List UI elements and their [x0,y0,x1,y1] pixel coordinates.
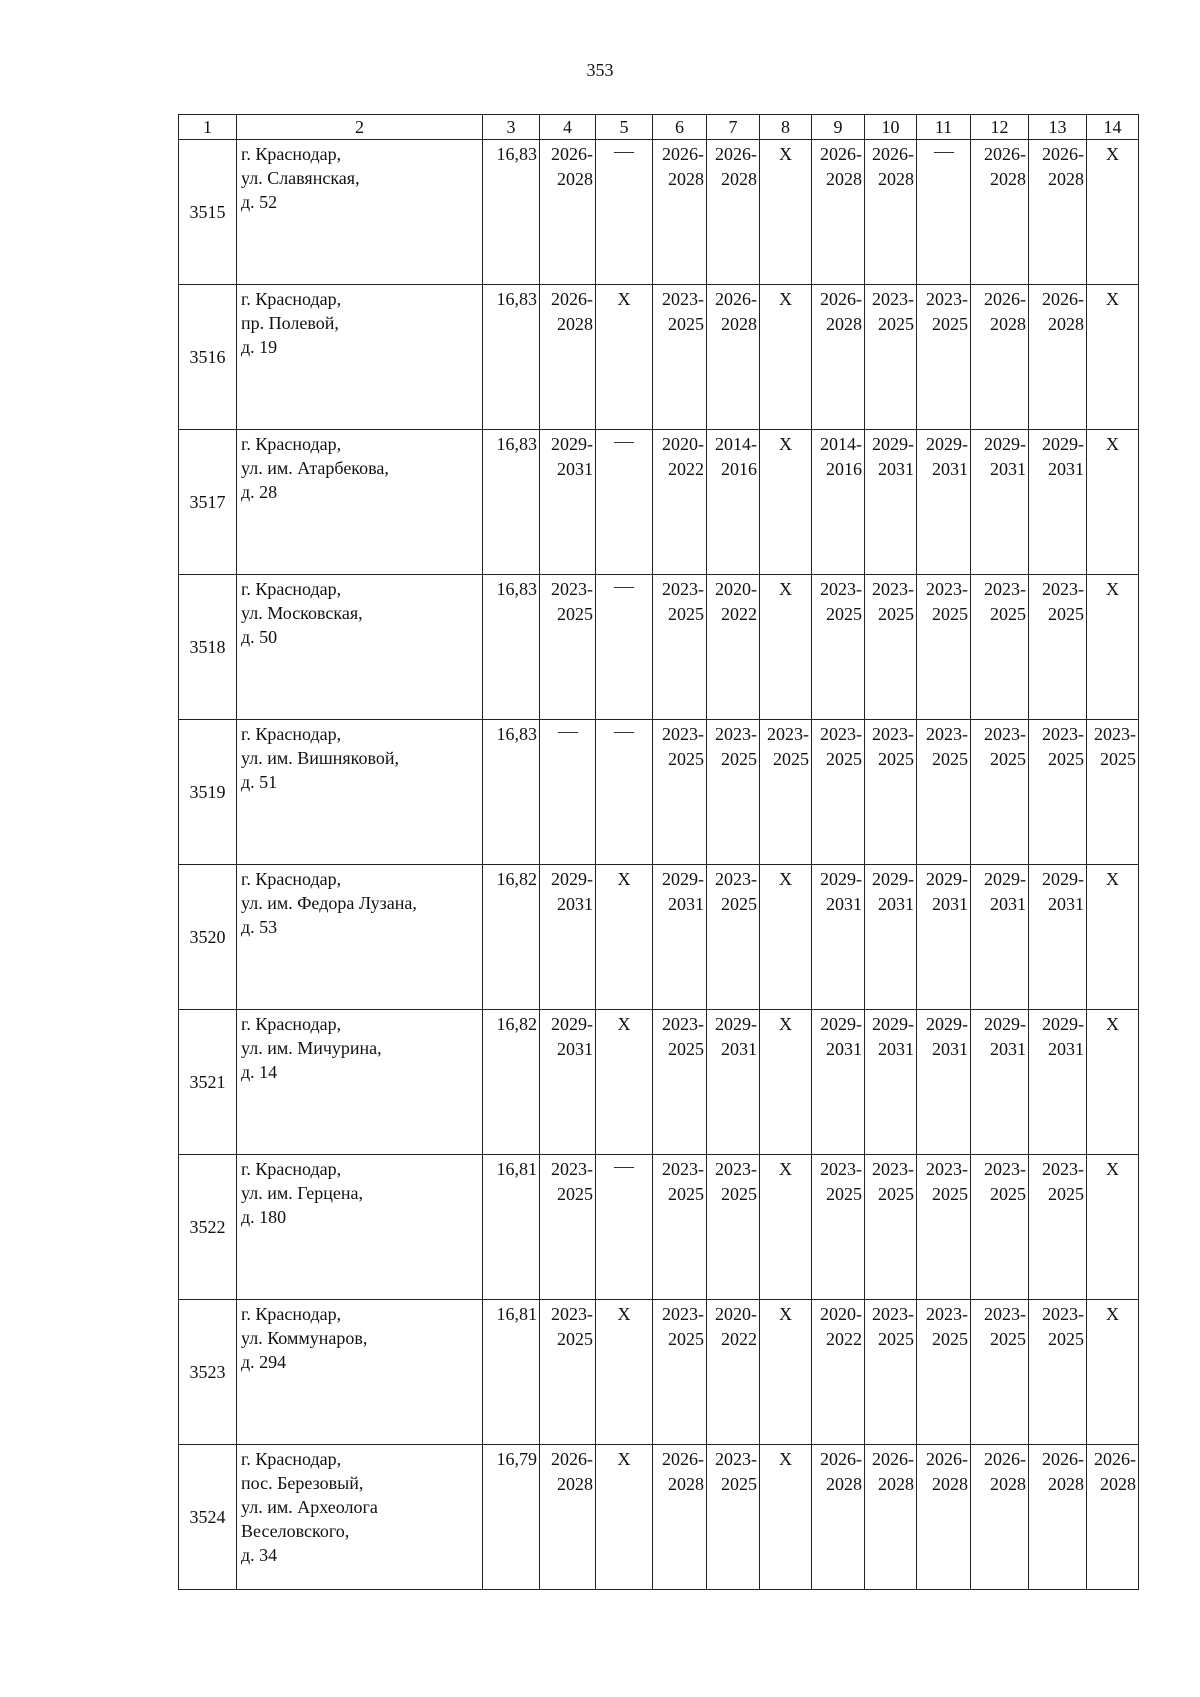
dash-mark [934,152,954,153]
value-cell: 2023- 2025 [653,1155,707,1300]
row-number: 3515 [179,140,237,285]
value-cell: 2026- 2028 [540,1445,596,1590]
value-cell: 2023- 2025 [971,720,1029,865]
column-header: 5 [596,115,653,140]
address-cell [237,1300,483,1445]
value-cell: 2023- 2025 [865,720,917,865]
value-cell: 2023- 2025 [917,1155,971,1300]
value-cell: 2026- 2028 [812,1445,865,1590]
address-line: Веселовского, [241,1521,350,1541]
address-line: г. Краснодар, [241,1159,342,1179]
value-cell: 16,83 [483,140,540,285]
x-mark-cell: Х [760,1300,812,1445]
page-number: 353 [586,60,614,80]
x-mark-cell: Х [1087,575,1139,720]
x-mark-cell: Х [596,865,653,1010]
address-cell [237,140,483,285]
address-line: д. 53 [241,917,278,937]
address-line: д. 51 [241,772,278,792]
address-line: г. Краснодар, [241,724,342,744]
column-header: 8 [760,115,812,140]
value-cell: 2029- 2031 [540,865,596,1010]
value-cell: 2029- 2031 [971,430,1029,575]
value-cell: 2020- 2022 [707,575,760,720]
value-cell: 2026- 2028 [1087,1445,1139,1590]
dash-mark [614,587,634,588]
value-cell: 2023- 2025 [540,1155,596,1300]
value-cell: 2023- 2025 [1029,1155,1087,1300]
value-cell: 2026- 2028 [540,140,596,285]
table-row [179,430,1139,575]
column-header: 7 [707,115,760,140]
value-cell: 2023- 2025 [917,1300,971,1445]
value-cell: 2026- 2028 [865,140,917,285]
value-cell: 2026- 2028 [971,140,1029,285]
value-cell: 2023- 2025 [971,1155,1029,1300]
value-cell: 2023- 2025 [653,720,707,865]
row-number: 3522 [179,1155,237,1300]
address-line: д. 52 [241,192,278,212]
value-cell: 2026- 2028 [812,140,865,285]
row-number: 3520 [179,865,237,1010]
dash-cell [596,430,653,575]
value-cell: 16,81 [483,1300,540,1445]
address-line: г. Краснодар, [241,1449,342,1469]
dash-cell [596,1155,653,1300]
column-header: 4 [540,115,596,140]
x-mark-cell: Х [596,1010,653,1155]
value-cell: 2023- 2025 [917,285,971,430]
value-cell: 2023- 2025 [707,1445,760,1590]
value-cell: 2023- 2025 [865,575,917,720]
x-mark-cell: Х [760,430,812,575]
data-table [178,114,1139,1590]
value-cell: 16,83 [483,720,540,865]
address-cell [237,865,483,1010]
x-mark-cell: Х [760,1010,812,1155]
value-cell: 2029- 2031 [865,1010,917,1155]
address-line: ул. им. Мичурина, [241,1038,382,1058]
table-row [179,1155,1139,1300]
address-cell [237,575,483,720]
dash-cell [596,575,653,720]
value-cell: 2023- 2025 [865,285,917,430]
value-cell: 2026- 2028 [971,1445,1029,1590]
value-cell: 2026- 2028 [1029,140,1087,285]
column-header: 10 [865,115,917,140]
table-row [179,140,1139,285]
value-cell: 2029- 2031 [917,865,971,1010]
value-cell: 2029- 2031 [971,1010,1029,1155]
value-cell: 2029- 2031 [1029,430,1087,575]
table-row [179,865,1139,1010]
value-cell: 2023- 2025 [1087,720,1139,865]
value-cell: 2020- 2022 [653,430,707,575]
address-line: д. 14 [241,1062,278,1082]
value-cell: 2029- 2031 [865,865,917,1010]
value-cell: 16,83 [483,430,540,575]
value-cell: 2023- 2025 [1029,1300,1087,1445]
value-cell: 16,83 [483,575,540,720]
address-line: ул. им. Археолога [241,1497,378,1517]
value-cell: 2023- 2025 [707,865,760,1010]
value-cell: 2023- 2025 [812,1155,865,1300]
value-cell: 2023- 2025 [707,720,760,865]
value-cell: 2026- 2028 [917,1445,971,1590]
address-line: ул. им. Герцена, [241,1183,363,1203]
address-line: пос. Березовый, [241,1473,364,1493]
row-number: 3519 [179,720,237,865]
column-header: 1 [179,115,237,140]
dash-mark [558,732,578,733]
value-cell: 2023- 2025 [653,1300,707,1445]
column-header: 14 [1087,115,1139,140]
value-cell: 2029- 2031 [812,865,865,1010]
value-cell: 2023- 2025 [917,720,971,865]
address-line: ул. им. Вишняковой, [241,748,399,768]
x-mark-cell: Х [596,1445,653,1590]
x-mark-cell: Х [1087,865,1139,1010]
value-cell: 2026- 2028 [653,1445,707,1590]
value-cell: 16,83 [483,285,540,430]
value-cell: 2029- 2031 [540,430,596,575]
column-header: 11 [917,115,971,140]
address-line: д. 50 [241,627,278,647]
address-line: ул. Коммунаров, [241,1328,368,1348]
address-cell [237,285,483,430]
address-line: д. 19 [241,337,278,357]
value-cell: 2023- 2025 [540,1300,596,1445]
table-row [179,1010,1139,1155]
value-cell: 2023- 2025 [812,575,865,720]
table-row [179,575,1139,720]
address-line: г. Краснодар, [241,579,342,599]
table-row [179,1445,1139,1590]
column-header: 12 [971,115,1029,140]
value-cell: 2020- 2022 [707,1300,760,1445]
table-body [179,115,1139,1590]
value-cell: 2023- 2025 [812,720,865,865]
address-cell [237,430,483,575]
x-mark-cell: Х [1087,1010,1139,1155]
value-cell: 2026- 2028 [971,285,1029,430]
value-cell: 2023- 2025 [1029,720,1087,865]
value-cell: 2023- 2025 [653,285,707,430]
value-cell: 2023- 2025 [971,575,1029,720]
address-line: г. Краснодар, [241,434,342,454]
x-mark-cell: Х [1087,140,1139,285]
column-header: 13 [1029,115,1087,140]
address-line: г. Краснодар, [241,144,342,164]
column-header: 9 [812,115,865,140]
row-number: 3523 [179,1300,237,1445]
value-cell: 2023- 2025 [865,1300,917,1445]
table-row [179,1300,1139,1445]
address-line: г. Краснодар, [241,1304,342,1324]
dash-cell [917,140,971,285]
dash-mark [614,732,634,733]
dash-cell [540,720,596,865]
value-cell: 2029- 2031 [917,1010,971,1155]
value-cell: 2023- 2025 [865,1155,917,1300]
x-mark-cell: Х [760,140,812,285]
x-mark-cell: Х [760,1445,812,1590]
address-line: д. 180 [241,1207,287,1227]
x-mark-cell: Х [596,1300,653,1445]
value-cell: 2026- 2028 [707,140,760,285]
value-cell: 2026- 2028 [865,1445,917,1590]
value-cell: 16,81 [483,1155,540,1300]
value-cell: 2029- 2031 [865,430,917,575]
value-cell: 16,82 [483,865,540,1010]
table-row [179,720,1139,865]
address-line: г. Краснодар, [241,1014,342,1034]
column-header: 6 [653,115,707,140]
x-mark-cell: Х [596,285,653,430]
address-line: ул. им. Федора Лузана, [241,893,417,913]
value-cell: 2026- 2028 [653,140,707,285]
row-number: 3521 [179,1010,237,1155]
x-mark-cell: Х [1087,285,1139,430]
dash-mark [614,442,634,443]
address-line: ул. Московская, [241,603,363,623]
x-mark-cell: Х [760,285,812,430]
address-line: ул. им. Атарбекова, [241,458,389,478]
header-row [179,115,1139,140]
address-line: г. Краснодар, [241,869,342,889]
address-line: д. 34 [241,1545,278,1565]
value-cell: 16,79 [483,1445,540,1590]
x-mark-cell: Х [1087,1155,1139,1300]
address-line: д. 294 [241,1352,287,1372]
value-cell: 2020- 2022 [812,1300,865,1445]
dash-cell [596,720,653,865]
value-cell: 2014- 2016 [812,430,865,575]
value-cell: 2029- 2031 [540,1010,596,1155]
x-mark-cell: Х [760,575,812,720]
value-cell: 2029- 2031 [707,1010,760,1155]
value-cell: 2026- 2028 [1029,1445,1087,1590]
address-line: д. 28 [241,482,278,502]
value-cell: 2023- 2025 [540,575,596,720]
value-cell: 2023- 2025 [653,575,707,720]
address-cell [237,1445,483,1590]
value-cell: 2023- 2025 [707,1155,760,1300]
x-mark-cell: Х [1087,430,1139,575]
value-cell: 2029- 2031 [971,865,1029,1010]
value-cell: 2023- 2025 [653,1010,707,1155]
address-line: ул. Славянская, [241,168,360,188]
address-cell [237,1155,483,1300]
value-cell: 2026- 2028 [1029,285,1087,430]
column-header: 3 [483,115,540,140]
address-line: г. Краснодар, [241,289,342,309]
value-cell: 2023- 2025 [971,1300,1029,1445]
value-cell: 2029- 2031 [812,1010,865,1155]
value-cell: 2023- 2025 [1029,575,1087,720]
value-cell: 2029- 2031 [1029,1010,1087,1155]
table-row [179,285,1139,430]
value-cell: 2029- 2031 [1029,865,1087,1010]
value-cell: 2014- 2016 [707,430,760,575]
row-number: 3518 [179,575,237,720]
row-number: 3524 [179,1445,237,1590]
x-mark-cell: Х [1087,1300,1139,1445]
row-number: 3516 [179,285,237,430]
value-cell: 2029- 2031 [653,865,707,1010]
dash-cell [596,140,653,285]
value-cell: 2023- 2025 [760,720,812,865]
value-cell: 16,82 [483,1010,540,1155]
x-mark-cell: Х [760,865,812,1010]
address-cell [237,1010,483,1155]
dash-mark [614,152,634,153]
dash-mark [614,1167,634,1168]
value-cell: 2026- 2028 [812,285,865,430]
x-mark-cell: Х [760,1155,812,1300]
row-number: 3517 [179,430,237,575]
value-cell: 2029- 2031 [917,430,971,575]
column-header: 2 [237,115,483,140]
address-line: пр. Полевой, [241,313,339,333]
value-cell: 2023- 2025 [917,575,971,720]
address-cell [237,720,483,865]
value-cell: 2026- 2028 [540,285,596,430]
value-cell: 2026- 2028 [707,285,760,430]
